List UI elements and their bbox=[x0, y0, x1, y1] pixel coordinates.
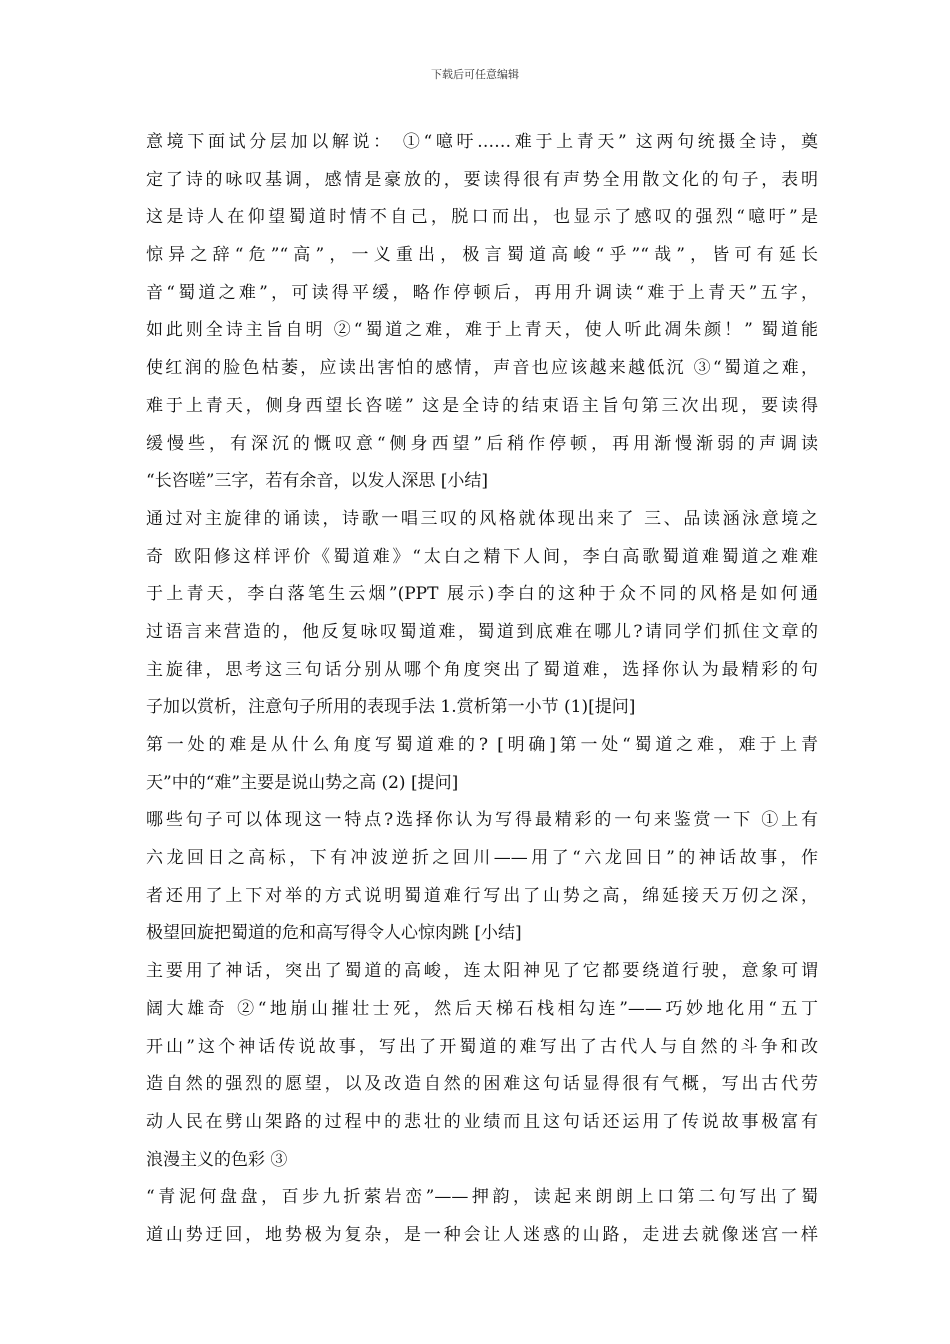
text-line: 惊异之辞“危”“高”，一义重出，极言蜀道高峻“乎”“哉”，皆可有延长 bbox=[146, 245, 818, 266]
text-line: 动人民在劈山架路的过程中的悲壮的业绩而且这句话还运用了传说故事极富有 bbox=[146, 1111, 818, 1132]
text-line: 造自然的强烈的愿望，以及改造自然的困难这句话显得很有气概，写出古代劳 bbox=[146, 1074, 818, 1095]
text-line: 过语言来营造的，他反复咏叹蜀道难，蜀道到底难在哪儿?请同学们抓住文章的 bbox=[146, 621, 818, 642]
text-line: “长咨嗟”三字，若有余音，以发人深思 [小结] bbox=[146, 471, 489, 492]
text-line: 道山势迂回，地势极为复杂，是一种会让人迷惑的山路，走进去就像迷宫一样 bbox=[146, 1224, 818, 1245]
text-line: 开山”这个神话传说故事，写出了开蜀道的难写出了古代人与自然的斗争和改 bbox=[146, 1036, 818, 1057]
page-header: 下载后可任意编辑 bbox=[431, 68, 519, 81]
body-text bbox=[146, 124, 818, 1255]
text-line: 奇 欧阳修这样评价《蜀道难》“太白之精下人间，李白高歌蜀道难蜀道之难难 bbox=[146, 546, 818, 567]
text-line: 主旋律，思考这三句话分别从哪个角度突出了蜀道难，选择你认为最精彩的句 bbox=[146, 659, 818, 680]
text-line: 如此则全诗主旨自明 ②“蜀道之难，难于上青天，使人听此凋朱颜！” 蜀道能 bbox=[146, 320, 818, 341]
text-line: 难于上青天，侧身西望长咨嗟” 这是全诗的结束语主旨句第三次出现，要读得 bbox=[146, 395, 818, 416]
text-line: 使红润的脸色枯萎，应读出害怕的感情，声音也应该越来越低沉 ③“蜀道之难， bbox=[146, 358, 818, 379]
text-line: 主要用了神话，突出了蜀道的高峻，连太阳神见了它都要绕道行驶，意象可谓 bbox=[146, 961, 818, 982]
text-line: 缓慢些，有深沉的慨叹意“侧身西望”后稍作停顿，再用渐慢渐弱的声调读 bbox=[146, 433, 818, 454]
text-line: 这是诗人在仰望蜀道时情不自己，脱口而出，也显示了感叹的强烈“噫吁”是 bbox=[146, 207, 818, 228]
text-line: 定了诗的咏叹基调，感情是豪放的，要读得很有声势全用散文化的句子，表明 bbox=[146, 169, 818, 190]
text-line: 极望回旋把蜀道的危和高写得令人心惊肉跳 [小结] bbox=[146, 923, 522, 944]
text-line: 浪漫主义的色彩 ③ bbox=[146, 1149, 288, 1170]
text-line: 哪些句子可以体现这一特点?选择你认为写得最精彩的一句来鉴赏一下 ①上有 bbox=[146, 810, 818, 831]
text-line: 于上青天，李白落笔生云烟”(PPT 展示)李白的这种于众不同的风格是如何通 bbox=[146, 584, 818, 605]
text-line: 意境下面试分层加以解说： ①“噫吁……难于上青天” 这两句统摄全诗，奠 bbox=[146, 132, 818, 152]
text-line: 天”中的“难”主要是说山势之高 (2) [提问] bbox=[146, 772, 459, 793]
text-line: 音“蜀道之难”，可读得平缓，略作停顿后，再用升调读“难于上青天”五字， bbox=[146, 282, 818, 303]
text-line: 子加以赏析，注意句子所用的表现手法 1.赏析第一小节 (1)[提问] bbox=[146, 697, 636, 718]
text-line: 通过对主旋律的诵读，诗歌一唱三叹的风格就体现出来了 三、品读涵泳意境之 bbox=[146, 508, 818, 529]
text-line: 阔大雄奇 ②“地崩山摧壮士死，然后天梯石栈相勾连”——巧妙地化用“五丁 bbox=[146, 998, 818, 1019]
text-line: 第一处的难是从什么角度写蜀道难的? [明确]第一处“蜀道之难，难于上青 bbox=[146, 735, 818, 755]
text-line: 六龙回日之高标，下有冲波逆折之回川——用了“六龙回日”的神话故事，作 bbox=[146, 848, 818, 869]
text-line: 者还用了上下对举的方式说明蜀道难行写出了山势之高，绵延接天万仞之深， bbox=[146, 885, 818, 906]
text-line: “青泥何盘盘，百步九折萦岩峦”——押韵，读起来朗朗上口第二句写出了蜀 bbox=[146, 1187, 818, 1208]
